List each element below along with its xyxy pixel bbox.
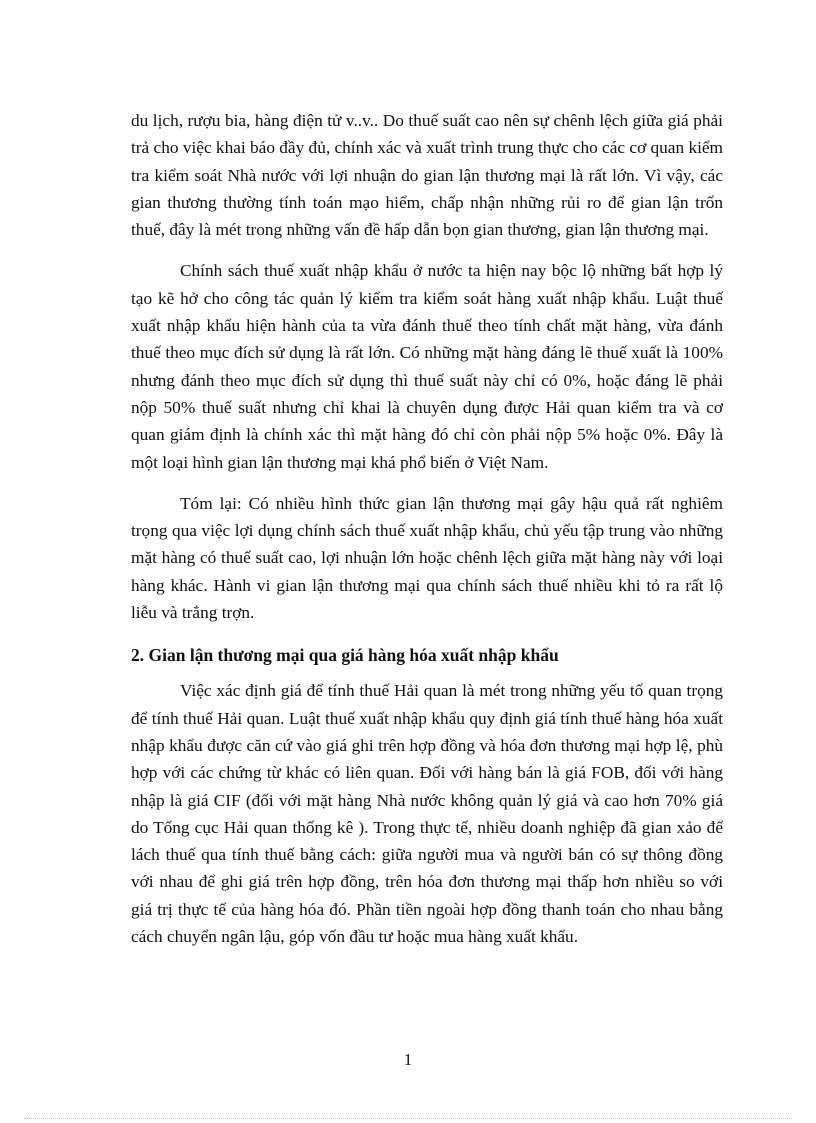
paragraph-summary: Tóm lại: Có nhiều hình thức gian lận thương mại gây hậu quả rất nghiêm trọng qua việc lợi dụng chính sách thuế xuất nhập khẩu, chủ yếu tập trung vào những mặt hàng có thuế suất cao, lợi nhuận lớn hoặc chênh lệch giữa mặt hàng này với loại hàng khác. Hành vi gian lận thương mại qua chính sách thuế nhiều khi tỏ ra rất lộ liễu và trắng trợn. — [131, 493, 723, 623]
page-number: 1 — [403, 1050, 413, 1069]
page-bottom-divider — [24, 1118, 792, 1119]
paragraph-pricing: Việc xác định giá để tính thuế Hải quan là mét trong những yếu tố quan trọng để tính thuế Hải quan. Luật thuế xuất nhập khẩu quy định giá tính thuế hàng hóa xuất nhập khẩu được căn cứ vào giá ghi trên hợp đồng và hóa đơn thương mại hợp lệ, phù hợp với các chứng từ khác có liên quan. Đối với hàng bán là giá FOB, đối với hàng nhập là giá CIF (đối với mặt hàng Nhà nước không quản lý giá và cao hơn 70% giá do Tổng cục Hải quan thống kê ). Trong thực tế, nhiều doanh nghiệp đã gian xảo để lách thuế qua tính thuế bằng cách: giữa người mua và người bán có sự thông đồng với nhau để ghi giá trên hợp đồng, trên hóa đơn thương mại thấp hơn nhiều so với giá trị thực tế của hàng hóa đó. Phần tiền ngoài hợp đồng thanh toán cho nhau bằng cách chuyển ngân lậu, góp vốn đầu tư hoặc mua hàng xuất khẩu. — [131, 681, 723, 947]
paragraph-continuation: du lịch, rượu bia, hàng điện tử v..v.. Do thuế suất cao nên sự chênh lệch giữa giá phải trả cho việc khai báo đầy đủ, chính xác và xuất trình trung thực cho các cơ quan kiểm tra kiểm soát Nhà nước với lợi nhuận do gian lận thương mại là rất lớn. Vì vậy, các gian thương thường tính toán mạo hiểm, chấp nhận những rủi ro để gian lận trốn thuế, đây là mét trong những vấn đề hấp dẫn bọn gian thương, gian lận thương mại. — [131, 111, 723, 240]
paragraph-tax-policy: Chính sách thuế xuất nhập khẩu ở nước ta hiện nay bộc lộ những bất hợp lý tạo kẽ hở cho công tác quản lý kiểm tra kiểm soát hàng xuất nhập khẩu. Luật thuế xuất nhập khẩu hiện hành của ta vừa đánh thuế theo tính chất mặt hàng, vừa đánh thuế theo mục đích sử dụng là rất lớn. Có những mặt hàng đáng lẽ thuế xuất là 100% nhưng đánh theo mục đích sử dụng thì thuế suất này chỉ có 0%, hoặc đáng lẽ phải nộp 50% thuế suất nhưng chỉ khai là chuyên dụng được Hải quan kiểm tra và cơ quan giám định là chính xác thì mặt hàng đó chỉ còn phải nộp 5% hoặc 0%. Đây là một loại hình gian lận thương mại khá phổ biến ở Việt Nam. — [131, 261, 723, 472]
document-body — [131, 107, 723, 964]
section-heading: 2. Gian lận thương mại qua giá hàng hóa xuất nhập khẩu — [131, 645, 559, 666]
